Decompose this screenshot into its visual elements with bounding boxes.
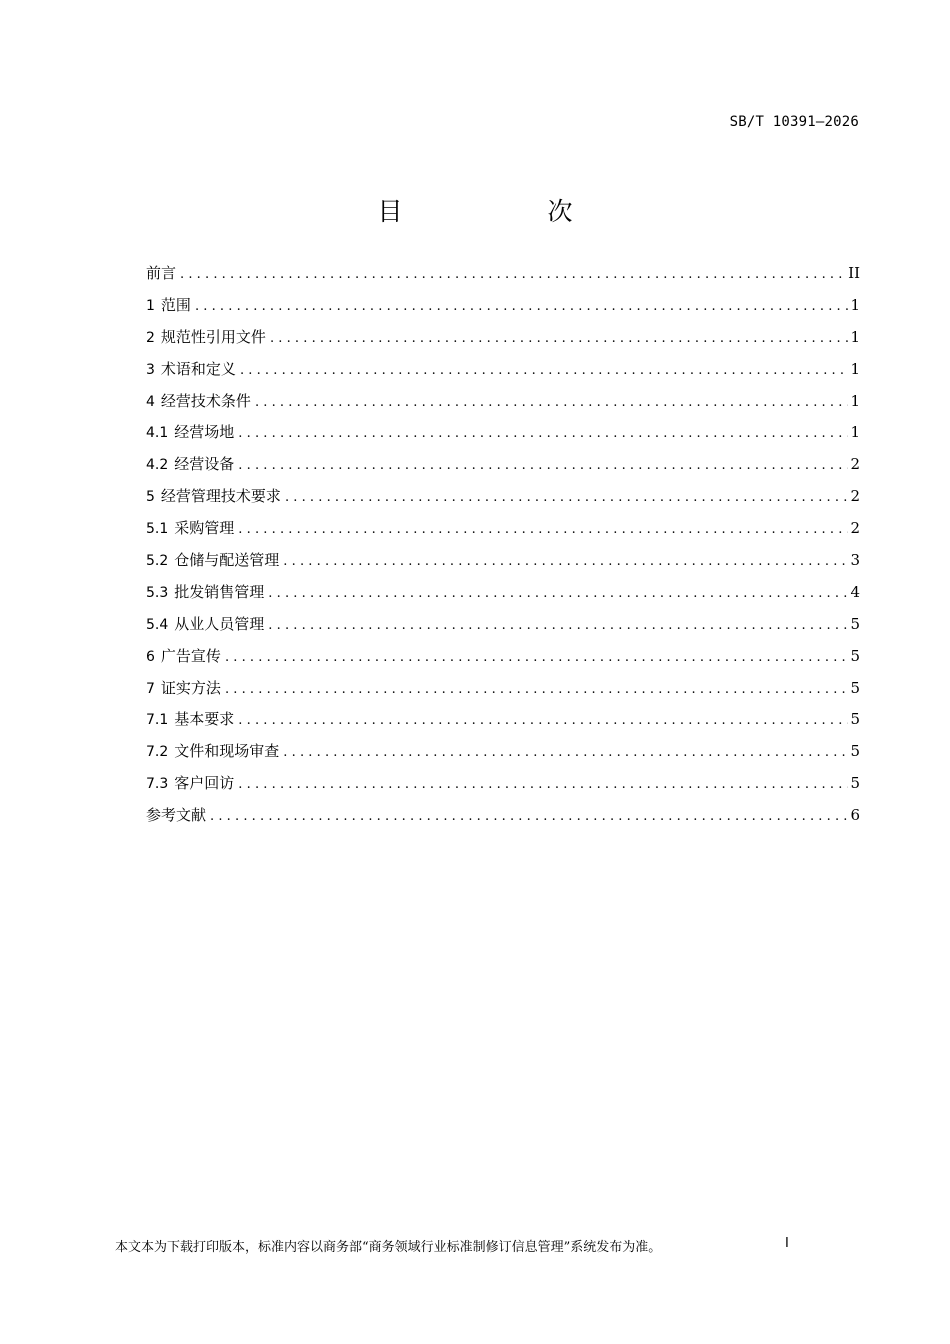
toc-title: 目 次 [377, 197, 633, 226]
toc-entry-label [146, 645, 225, 666]
toc-entry-label [146, 453, 238, 474]
toc-dot-leader [268, 618, 848, 633]
toc-entry-page: 5 [850, 678, 860, 697]
toc-dot-leader [238, 426, 848, 441]
toc-entry-number: 7 [146, 680, 155, 697]
toc-entry-label [146, 358, 240, 379]
toc-entry-text: 经营设备 [174, 455, 235, 474]
toc-entry-number: 1 [146, 297, 155, 314]
toc-entry[interactable] [146, 581, 860, 613]
toc-entry[interactable] [146, 772, 860, 804]
toc-entry-label [146, 517, 238, 538]
toc-dot-leader [238, 777, 848, 792]
toc-entry-text: 经营场地 [174, 423, 235, 442]
toc-entry-text: 前言 [146, 264, 177, 282]
toc-entry-text: 术语和定义 [160, 359, 236, 378]
toc-entry-label [146, 485, 285, 506]
toc-entry-text: 规范性引用文件 [160, 327, 266, 346]
toc-entry[interactable] [146, 262, 860, 294]
toc-entry-number: 7.3 [146, 776, 169, 793]
toc-entry-text: 批发销售管理 [174, 582, 265, 601]
toc-entry-page: 1 [850, 359, 860, 378]
toc-entry-text: 文件和现场审查 [174, 742, 280, 761]
footer-page-number: I [785, 1236, 789, 1251]
toc-entry-number: 6 [146, 648, 155, 665]
toc-dot-leader [255, 395, 849, 410]
toc-entry-label [146, 262, 180, 283]
toc-entry-label [146, 708, 238, 729]
toc-entry-text: 从业人员管理 [174, 614, 265, 633]
toc-entry-page: 5 [850, 646, 860, 665]
toc-entry[interactable] [146, 453, 860, 485]
toc-entry-page: 6 [850, 806, 860, 825]
toc-entry-number: 7.2 [146, 744, 169, 761]
toc-entry-label [146, 390, 255, 411]
toc-entry-page: 2 [850, 487, 860, 506]
toc-entry-page: 5 [850, 774, 860, 793]
toc-dot-leader [238, 522, 848, 537]
toc-entry-text: 客户回访 [174, 774, 235, 793]
toc-entry-number: 5.2 [146, 553, 169, 570]
toc-entry[interactable] [146, 549, 860, 581]
document-code: SB/T 10391—2026 [729, 114, 859, 130]
toc-entry-text: 广告宣传 [160, 646, 221, 665]
toc-dot-leader [270, 331, 849, 346]
toc-entry-number: 5.3 [146, 584, 169, 601]
toc-entry-text: 经营管理技术要求 [160, 487, 281, 506]
toc-entry[interactable] [146, 326, 860, 358]
toc-entry[interactable] [146, 613, 860, 645]
toc-dot-leader [238, 713, 848, 728]
toc-entry[interactable] [146, 390, 860, 422]
toc-entry-label [146, 740, 283, 761]
toc-entry-page: 1 [850, 423, 860, 442]
toc-dot-leader [225, 682, 849, 697]
toc-entry-page: 4 [850, 582, 860, 601]
toc-entry[interactable] [146, 421, 860, 453]
toc-entry-number: 5 [146, 489, 155, 506]
toc-entry[interactable] [146, 708, 860, 740]
toc-dot-leader [225, 650, 849, 665]
toc-entry-label [146, 804, 210, 825]
toc-entry-number: 4.1 [146, 425, 169, 442]
toc-entry-page: 5 [850, 614, 860, 633]
toc-entry[interactable] [146, 645, 860, 677]
toc-entry-number: 3 [146, 361, 155, 378]
toc-entry-label [146, 613, 268, 634]
toc-entry-page: 5 [850, 742, 860, 761]
toc-entry-page: 1 [850, 295, 860, 314]
toc-dot-leader [283, 745, 848, 760]
toc-entry-text: 证实方法 [160, 678, 221, 697]
toc-entry-page: 2 [850, 519, 860, 538]
toc-entry[interactable] [146, 358, 860, 390]
toc-entry-label [146, 549, 283, 570]
toc-entry-label [146, 677, 225, 698]
toc-dot-leader [180, 267, 846, 282]
footer-note: 本文本为下载打印版本，标准内容以商务部“商务领域行业标准制修订信息管理”系统发布为准。 [115, 1240, 662, 1255]
toc-entry[interactable] [146, 740, 860, 772]
toc-list [146, 262, 860, 836]
toc-entry-number: 5.1 [146, 521, 169, 538]
toc-entry-text: 范围 [160, 295, 191, 314]
toc-entry-label [146, 772, 238, 793]
toc-entry[interactable] [146, 294, 860, 326]
toc-entry[interactable] [146, 485, 860, 517]
toc-entry-label [146, 294, 195, 315]
toc-dot-leader [195, 299, 849, 314]
toc-entry[interactable] [146, 517, 860, 549]
toc-entry[interactable] [146, 677, 860, 709]
toc-dot-leader [238, 458, 848, 473]
toc-entry-page: 1 [850, 391, 860, 410]
toc-entry-text: 参考文献 [146, 806, 207, 825]
toc-dot-leader [283, 554, 848, 569]
toc-dot-leader [210, 809, 848, 824]
toc-entry-page: II [848, 264, 860, 282]
toc-entry-text: 仓储与配送管理 [174, 551, 280, 570]
toc-entry-number: 5.4 [146, 616, 169, 633]
toc-entry-number: 4 [146, 393, 155, 410]
toc-entry-number: 2 [146, 329, 155, 346]
toc-entry-text: 采购管理 [174, 519, 235, 538]
toc-entry-label [146, 326, 270, 347]
toc-entry-page: 5 [850, 710, 860, 729]
toc-entry[interactable] [146, 804, 860, 836]
toc-entry-page: 1 [850, 327, 860, 346]
toc-entry-text: 经营技术条件 [160, 391, 251, 410]
toc-entry-number: 7.1 [146, 712, 169, 729]
toc-entry-page: 2 [850, 455, 860, 474]
toc-entry-number: 4.2 [146, 457, 169, 474]
toc-dot-leader [240, 363, 849, 378]
toc-entry-text: 基本要求 [174, 710, 235, 729]
toc-entry-label [146, 421, 238, 442]
toc-dot-leader [268, 586, 848, 601]
toc-dot-leader [285, 490, 849, 505]
toc-entry-label [146, 581, 268, 602]
toc-entry-page: 3 [850, 551, 860, 570]
